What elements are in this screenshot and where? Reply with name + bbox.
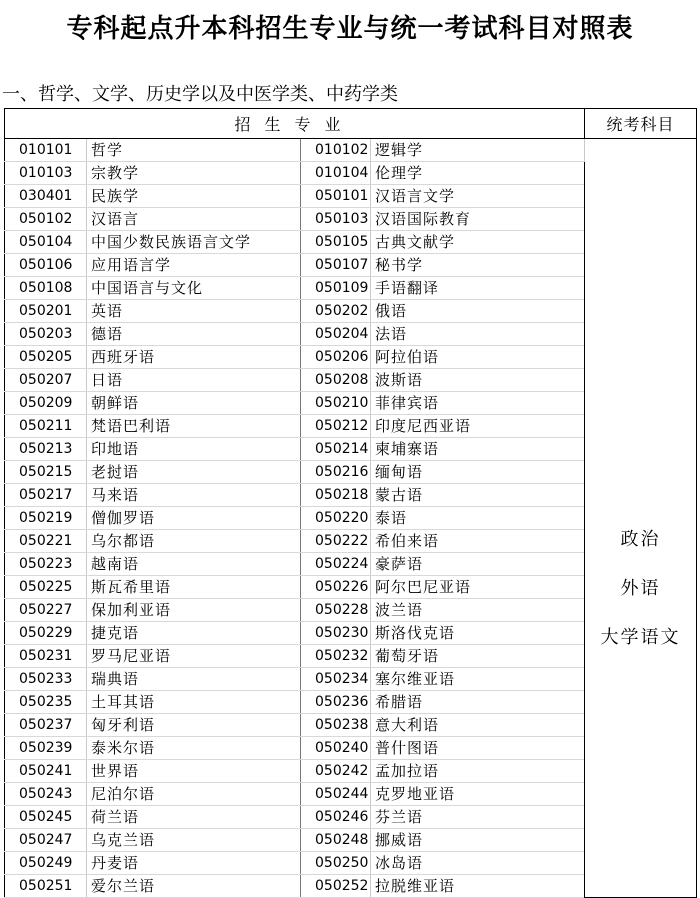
major-code: 050206 <box>301 346 371 369</box>
major-name: 蒙古语 <box>371 484 585 507</box>
major-code: 050108 <box>5 277 87 300</box>
major-name: 德语 <box>87 323 301 346</box>
major-code: 050207 <box>5 369 87 392</box>
major-name: 伦理学 <box>371 162 585 185</box>
major-name: 老挝语 <box>87 461 301 484</box>
major-name: 意大利语 <box>371 714 585 737</box>
major-code: 050248 <box>301 829 371 852</box>
major-code: 050252 <box>301 875 371 898</box>
section-heading: 一、哲学、文学、历史学以及中医学类、中药学类 <box>2 84 398 105</box>
major-code: 050232 <box>301 645 371 668</box>
major-name: 匈牙利语 <box>87 714 301 737</box>
major-code: 050214 <box>301 438 371 461</box>
major-name: 马来语 <box>87 484 301 507</box>
major-name: 克罗地亚语 <box>371 783 585 806</box>
major-code: 010104 <box>301 162 371 185</box>
major-name: 豪萨语 <box>371 553 585 576</box>
major-name: 希伯来语 <box>371 530 585 553</box>
major-name: 普什图语 <box>371 737 585 760</box>
major-code: 050246 <box>301 806 371 829</box>
major-name: 手语翻译 <box>371 277 585 300</box>
exam-subject: 大学语文 <box>600 627 681 648</box>
major-name: 印度尼西亚语 <box>371 415 585 438</box>
header-exam-subjects: 统考科目 <box>585 109 697 139</box>
major-code: 050211 <box>5 415 87 438</box>
exam-subject: 外语 <box>620 578 661 599</box>
major-name: 泰米尔语 <box>87 737 301 760</box>
major-code: 050249 <box>5 852 87 875</box>
major-name: 菲律宾语 <box>371 392 585 415</box>
major-code: 050223 <box>5 553 87 576</box>
major-code: 050239 <box>5 737 87 760</box>
major-name: 古典文献学 <box>371 231 585 254</box>
major-code: 050205 <box>5 346 87 369</box>
major-code: 050250 <box>301 852 371 875</box>
major-code: 050202 <box>301 300 371 323</box>
major-name: 哲学 <box>87 139 301 162</box>
major-code: 050109 <box>301 277 371 300</box>
major-name: 宗教学 <box>87 162 301 185</box>
major-name: 孟加拉语 <box>371 760 585 783</box>
table-row <box>5 139 697 162</box>
major-name: 汉语言 <box>87 208 301 231</box>
major-name: 拉脱维亚语 <box>371 875 585 898</box>
major-code: 050103 <box>301 208 371 231</box>
major-name: 逻辑学 <box>371 139 585 162</box>
major-code: 050226 <box>301 576 371 599</box>
major-name: 汉语国际教育 <box>371 208 585 231</box>
exam-subject: 政治 <box>620 529 661 550</box>
major-code: 050242 <box>301 760 371 783</box>
major-name: 捷克语 <box>87 622 301 645</box>
major-code: 050216 <box>301 461 371 484</box>
major-code: 050238 <box>301 714 371 737</box>
major-code: 050247 <box>5 829 87 852</box>
major-code: 050217 <box>5 484 87 507</box>
major-name: 乌克兰语 <box>87 829 301 852</box>
exam-subjects-cell <box>585 139 697 898</box>
major-name: 斯洛伐克语 <box>371 622 585 645</box>
major-code: 050204 <box>301 323 371 346</box>
major-code: 050240 <box>301 737 371 760</box>
major-name: 芬兰语 <box>371 806 585 829</box>
major-code: 050234 <box>301 668 371 691</box>
major-name: 爱尔兰语 <box>87 875 301 898</box>
major-code: 050220 <box>301 507 371 530</box>
major-name: 塞尔维亚语 <box>371 668 585 691</box>
major-code: 050222 <box>301 530 371 553</box>
major-name: 希腊语 <box>371 691 585 714</box>
major-code: 050213 <box>5 438 87 461</box>
major-name: 荷兰语 <box>87 806 301 829</box>
major-name: 中国语言与文化 <box>87 277 301 300</box>
major-code: 050243 <box>5 783 87 806</box>
major-name: 罗马尼亚语 <box>87 645 301 668</box>
major-name: 波兰语 <box>371 599 585 622</box>
major-name: 印地语 <box>87 438 301 461</box>
major-code: 050212 <box>301 415 371 438</box>
major-name: 冰岛语 <box>371 852 585 875</box>
major-code: 030401 <box>5 185 87 208</box>
major-name: 应用语言学 <box>87 254 301 277</box>
major-code: 050244 <box>301 783 371 806</box>
major-code: 050101 <box>301 185 371 208</box>
header-major: 招生专业 <box>5 109 585 139</box>
major-name: 秘书学 <box>371 254 585 277</box>
major-name: 保加利亚语 <box>87 599 301 622</box>
major-name: 阿拉伯语 <box>371 346 585 369</box>
major-name: 瑞典语 <box>87 668 301 691</box>
major-code: 050221 <box>5 530 87 553</box>
major-name: 西班牙语 <box>87 346 301 369</box>
major-name: 尼泊尔语 <box>87 783 301 806</box>
major-code: 050106 <box>5 254 87 277</box>
major-exam-table <box>4 108 697 898</box>
major-code: 050105 <box>301 231 371 254</box>
major-name: 乌尔都语 <box>87 530 301 553</box>
major-name: 波斯语 <box>371 369 585 392</box>
major-code: 050201 <box>5 300 87 323</box>
major-code: 050218 <box>301 484 371 507</box>
major-name: 越南语 <box>87 553 301 576</box>
major-code: 050230 <box>301 622 371 645</box>
major-code: 050228 <box>301 599 371 622</box>
major-name: 斯瓦希里语 <box>87 576 301 599</box>
major-name: 梵语巴利语 <box>87 415 301 438</box>
major-code: 050208 <box>301 369 371 392</box>
major-name: 朝鲜语 <box>87 392 301 415</box>
major-code: 050225 <box>5 576 87 599</box>
major-name: 民族学 <box>87 185 301 208</box>
major-code: 050203 <box>5 323 87 346</box>
major-code: 050104 <box>5 231 87 254</box>
major-code: 050227 <box>5 599 87 622</box>
major-name: 缅甸语 <box>371 461 585 484</box>
major-code: 050235 <box>5 691 87 714</box>
major-code: 050107 <box>301 254 371 277</box>
major-name: 世界语 <box>87 760 301 783</box>
major-name: 土耳其语 <box>87 691 301 714</box>
major-code: 050237 <box>5 714 87 737</box>
major-code: 050215 <box>5 461 87 484</box>
page-title: 专科起点升本科招生专业与统一考试科目对照表 <box>66 14 634 44</box>
major-name: 挪威语 <box>371 829 585 852</box>
major-name: 日语 <box>87 369 301 392</box>
major-name: 僧伽罗语 <box>87 507 301 530</box>
table-header-row <box>5 109 697 139</box>
major-name: 俄语 <box>371 300 585 323</box>
major-code: 010101 <box>5 139 87 162</box>
major-code: 050251 <box>5 875 87 898</box>
major-name: 丹麦语 <box>87 852 301 875</box>
major-code: 050231 <box>5 645 87 668</box>
major-name: 柬埔寨语 <box>371 438 585 461</box>
major-name: 汉语言文学 <box>371 185 585 208</box>
major-code: 050209 <box>5 392 87 415</box>
major-name: 阿尔巴尼亚语 <box>371 576 585 599</box>
major-name: 中国少数民族语言文学 <box>87 231 301 254</box>
major-code: 050102 <box>5 208 87 231</box>
major-name: 英语 <box>87 300 301 323</box>
major-code: 050224 <box>301 553 371 576</box>
major-code: 050233 <box>5 668 87 691</box>
major-code: 010102 <box>301 139 371 162</box>
major-code: 010103 <box>5 162 87 185</box>
major-code: 050245 <box>5 806 87 829</box>
major-code: 050219 <box>5 507 87 530</box>
major-name: 法语 <box>371 323 585 346</box>
major-name: 泰语 <box>371 507 585 530</box>
major-code: 050241 <box>5 760 87 783</box>
major-code: 050229 <box>5 622 87 645</box>
major-code: 050210 <box>301 392 371 415</box>
major-name: 葡萄牙语 <box>371 645 585 668</box>
major-code: 050236 <box>301 691 371 714</box>
